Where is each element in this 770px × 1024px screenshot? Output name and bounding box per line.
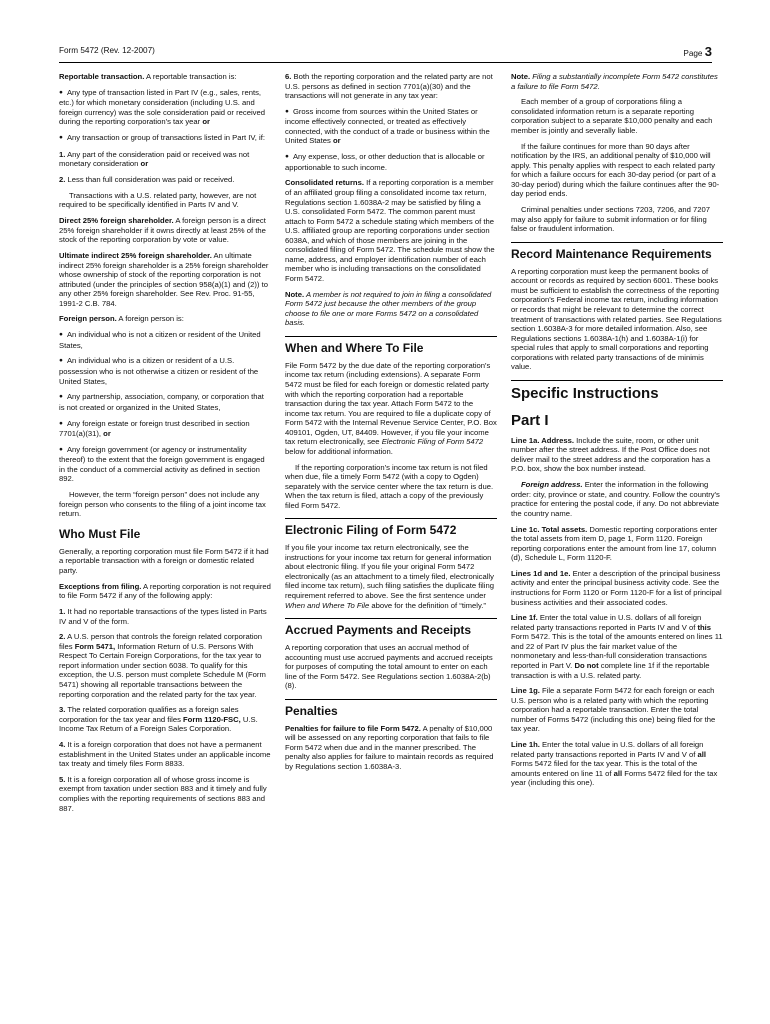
bold-lead: 2. — [59, 175, 66, 185]
text-run: If the reporting corporation's income tax return is not filed when due, file a timely Form 5472 (with a copy to Ogden) separately with the service center where the tax return is due. When the tax return is filed, attach a copy of the previously filed Form 5472. — [285, 462, 494, 510]
paragraph — [511, 686, 723, 734]
section-heading — [59, 527, 271, 541]
page-header — [59, 44, 712, 58]
bullet-item — [59, 419, 271, 439]
text-run: Any part of the consideration paid or received was not monetary consideration — [59, 149, 250, 169]
text-run: File a separate Form 5472 for each foreign or each U.S. person who is a related party with which the reporting corporation had a reportable transaction. Enter the total number of Forms 5472 (including this one) being filed for the tax year. — [511, 686, 716, 734]
bold-run: this — [697, 622, 712, 632]
text-run: Transactions with a U.S. related party, however, are not required to be specifically identified in Parts IV and V. — [59, 190, 257, 210]
text-run: Enter the total value in U.S. dollars of all foreign related party transactions reported in Parts IV and V of — [511, 740, 704, 759]
paragraph — [285, 543, 497, 610]
section-heading — [285, 699, 497, 718]
bold-lead: Note. — [511, 72, 531, 81]
text-run: A reporting corporation must keep the permanent books of account or records as required by section 6001. These books must be sufficient to establish the correctness of the reporting corporation's Federal income tax return, including information or records that might be relevant to determine the correct treatment of transactions with related parties. See Regulations section 1.6038A-3 for more detailed information. Also, see Regulations sections 1.6038A-1(h) and 1.6038A-1(i) for special rules that apply to small corporations and reporting corporations with related party transactions of de minimis value. — [511, 266, 722, 372]
text-run: An ultimate indirect 25% foreign shareholder is a 25% foreign shareholder whose ownership of stock of the reporting corporation is not attributed (under the principles of section 958(a)(1) and (2)) to any other 25% foreign shareholder. See Rev. Proc. 91-55, 1991-2 C.B. 784. — [59, 250, 269, 308]
bold-run: or — [202, 117, 210, 127]
bold-lead: 5. — [59, 774, 66, 784]
bullet-item — [59, 330, 271, 350]
bold-run: Form 1120-FSC, — [183, 714, 241, 724]
paragraph — [285, 290, 497, 328]
bold-lead: Line 1c. Total assets. — [511, 524, 588, 534]
text-run: A foreign person is: — [116, 314, 184, 324]
bold-lead: Foreign address. — [521, 480, 583, 490]
text-run: above for the definition of “timely.” — [369, 600, 486, 610]
bold-run: or — [103, 429, 111, 439]
bold-lead: Line 1h. — [511, 740, 540, 750]
text-run: A reportable transaction is: — [144, 72, 237, 81]
bold-lead: 4. — [59, 740, 66, 750]
text-run: A foreign person is a direct 25% foreign shareholder if it owns directly at least 25% of the stock of the reporting corporation by vote or value. — [59, 216, 266, 245]
text-run: File Form 5472 by the due date of the reporting corporation's income tax return (including extensions). A separate Form 5472 must be filed for each foreign or domestic related party with which the reporting corporation had a reportable transaction during the tax year. Attach Form 5472 to the income tax return. You are required to file a duplicate copy of Form 5472 with the Internal Revenue Service Center, P.O. Box 409101, Ogden, UT, 84409. However, if you file your income tax return electronically, see — [285, 360, 497, 447]
text-run: Any foreign government (or agency or instrumentality thereof) to the extent that the foreign government is engaged in the conduct of a commercial activity as defined in section 892. — [59, 444, 265, 484]
text-run: Less than full consideration was paid or received. — [65, 175, 235, 185]
paragraph — [59, 314, 271, 324]
bold-lead: 1. — [59, 149, 66, 159]
bullet-item — [285, 107, 497, 146]
text-run: Enter a description of the principal business activity and enter the principal business activity code. See the instructions for Form 1120 or Form 1120-F for a list of principal business activities and their associated codes. — [511, 568, 722, 607]
text-run: It is a foreign corporation all of whose gross income is exempt from taxation under section 883 and it timely and fully complies with the reporting requirements of sections 883 and 887. — [59, 774, 267, 813]
bold-lead: Line 1f. — [511, 613, 538, 623]
bold-run: Do not — [574, 661, 599, 671]
paragraph — [59, 582, 271, 601]
bold-lead: Lines 1d and 1e. — [511, 568, 571, 578]
paragraph — [59, 740, 271, 769]
section-heading — [285, 336, 497, 355]
bold-lead: Note. — [285, 289, 305, 299]
text-run: Any foreign estate or foreign trust described in section 7701(a)(31), — [59, 418, 250, 439]
paragraph — [511, 72, 723, 91]
bullet-item — [59, 88, 271, 127]
text-run: A penalty of $10,000 will be assessed on any reporting corporation that fails to file Form 5472 when due and in the manner prescribed. The penalty also applies for failure to maintain records as required by Regulations section 1.6038A-3. — [285, 723, 494, 772]
italic-run: Filing a substantially incomplete Form 5472 constitutes a failure to file Form 5472. — [511, 72, 718, 91]
text-run: Include the suite, room, or other unit number after the street address. If the Post Office does not deliver mail to the street address and the corporation has a P.O. box, show the box number instead. — [511, 435, 711, 474]
paragraph — [59, 775, 271, 813]
bold-lead: Direct 25% foreign shareholder. — [59, 216, 174, 226]
paragraph — [285, 72, 497, 101]
paragraph — [511, 740, 723, 788]
paragraph — [59, 705, 271, 734]
bold-lead: Ultimate indirect 25% foreign shareholder. — [59, 250, 212, 260]
text-run: Forms 5472 filed for the tax year. This is the total of the amounts entered on line 11 of — [511, 759, 698, 778]
form-id: Form 5472 (Rev. 12-2007) — [59, 46, 155, 55]
text-run: Any partnership, association, company, or corporation that is not created or organized in the United States, — [59, 392, 264, 412]
heading-text: Part I — [511, 411, 549, 429]
paragraph — [511, 205, 723, 234]
italic-run: Electronic Filing of Form 5472 — [381, 437, 484, 447]
bold-lead: 2. — [59, 632, 66, 642]
paragraph — [285, 724, 497, 772]
text-run: A reporting corporation is not required to file Form 5472 if any of the following apply: — [59, 581, 271, 601]
bold-lead: 1. — [59, 606, 66, 616]
bold-lead: Consolidated returns. — [285, 178, 364, 188]
text-run: The related corporation qualifies as a foreign sales corporation for the tax year and files — [59, 705, 239, 724]
text-run: Generally, a reporting corporation must file Form 5472 if it had a reportable transaction with a foreign or domestic related party. — [59, 546, 269, 575]
text-run: A reporting corporation that uses an accrual method of accounting must use accrued payments and accrued receipts for purposes of computing the total amount to enter on each line of the Form 5472. See Regulations section 1.6038A-2(b)(8). — [285, 643, 493, 691]
bold-lead: Reportable transaction. — [59, 72, 145, 81]
bold-run: or — [333, 136, 341, 146]
text-run: Any transaction or group of transactions listed in Part IV, if: — [66, 133, 265, 143]
paragraph — [285, 361, 497, 456]
paragraph — [285, 643, 497, 691]
paragraph — [511, 142, 723, 199]
paragraph — [511, 436, 723, 474]
bullet-item — [59, 445, 271, 484]
text-run: Forms 5472 filed for the tax year (including this one). — [511, 768, 718, 788]
text-run: Domestic reporting corporations enter the total assets from item D, page 1, Form 1120. Foreign reporting corporations enter the amount from line 17, column (d), Schedule L, Form 1120-F. — [511, 524, 718, 563]
text-run: However, the term “foreign person” does not include any foreign person who consents to the filing of a joint income tax return. — [59, 490, 266, 519]
text-run: Any type of transaction listed in Part IV (e.g., sales, rents, etc.) for which monetary consideration (including U.S. and foreign currency) was the sole consideration paid or received during the reporting corporation's tax year — [59, 87, 265, 127]
paragraph — [511, 267, 723, 372]
section-heading — [511, 242, 723, 261]
paragraph — [511, 97, 723, 135]
text-run: Enter the information in the following order: city, province or state, and country. Follow the country's practice for entering the postal code, if any. Do not abbreviate the country name. — [511, 480, 720, 518]
paragraph — [511, 569, 723, 607]
text-run: complete line 1f if the reportable transaction is with a U.S. related party. — [511, 661, 710, 680]
column-3 — [511, 72, 723, 794]
paragraph — [59, 632, 271, 699]
bullet-item — [285, 152, 497, 172]
bold-run: all — [697, 749, 706, 759]
text-run: Enter the total value in U.S. dollars of all foreign related party transactions reported in Parts IV and V of — [511, 613, 702, 632]
heading-text: Record Maintenance Requirements — [511, 246, 712, 261]
bullet-item — [59, 133, 271, 144]
bold-run: all — [613, 768, 623, 778]
text-run: A U.S. person that controls the foreign related corporation files — [59, 632, 263, 651]
text-run: If the failure continues for more than 90 days after notification by the IRS, an additional penalty of $10,000 will apply. This penalty applies with respect to each related party for which a failure occurs for each 30-day period (or part of a 30-day period) during which the failure continues after the 90-day period ends. — [511, 141, 720, 199]
paragraph — [285, 463, 497, 511]
bold-lead: 3. — [59, 705, 66, 715]
paragraph — [59, 216, 271, 245]
text-run: Both the reporting corporation and the related party are not U.S. persons as defined in section 7701(a)(30) and the transactions will not generate in any tax year: — [285, 72, 493, 101]
paragraph — [59, 251, 271, 308]
text-run: U.S. Income Tax Return of a Foreign Sales Corporation. — [59, 714, 258, 734]
bold-lead: Line 1a. Address. — [511, 435, 574, 445]
text-run: An individual who is not a citizen or resident of the United States, — [59, 330, 261, 350]
text-run: An individual who is a citizen or resident of a U.S. possession who is not otherwise a citizen or resident of the United States, — [59, 356, 259, 386]
section-heading — [285, 618, 497, 637]
text-run: Any expense, loss, or other deduction that is allocable or apportionable to such income. — [285, 152, 485, 172]
section-heading — [285, 518, 497, 537]
italic-run: When and Where To File — [285, 600, 370, 610]
paragraph — [59, 72, 271, 82]
text-run: Each member of a group of corporations filing a consolidated information return is a separate reporting corporation subject to a separate $10,000 penalty and each member is jointly and severally liable. — [511, 97, 713, 135]
heading-text: Accrued Payments and Receipts — [285, 623, 472, 638]
paragraph — [285, 178, 497, 283]
bold-lead: Penalties for failure to file Form 5472. — [285, 723, 421, 733]
heading-text: Electronic Filing of Form 5472 — [285, 523, 457, 538]
text-run: Information Return of U.S. Persons With Respect To Certain Foreign Corporations, for the tax year to report information under section 6038. To qualify for this exception, the U.S. person must complete Schedule M (Form 5471) showing all reportable transactions between the reporting corporation and the related party for the tax year. — [59, 641, 266, 699]
bold-lead: Line 1g. — [511, 686, 540, 696]
bold-lead: Exceptions from filing. — [59, 581, 142, 591]
text-run: If you file your income tax return electronically, see the instructions for your income tax return for general information about electronic filing. If you file your original Form 5472 electronically (as an attachment to a timely filed, electronically filed income tax return), such filing satisfies the duplicate filing requirement referred to above. See the first sentence under — [285, 543, 494, 600]
paragraph — [59, 607, 271, 626]
paragraph — [59, 191, 271, 210]
heading-text: Specific Instructions — [511, 384, 659, 402]
bold-lead: Foreign person. — [59, 314, 117, 324]
text-run: If a reporting corporation is a member of an affiliated group filing a consolidated income tax return, Regulations section 1.6038A-2 may be satisfied by filing a U.S. consolidated Form 5472. The common parent must attach to Form 5472 a schedule stating which members of the U.S. affiliated group are reporting corporations under section 6038A, and which of those members are joining in the consolidated filing of Form 5472. The schedule must show the name, address, and employer identification number of each member who is including transactions on the consolidated Form 5472. — [285, 178, 495, 283]
paragraph — [59, 175, 271, 185]
heading-text: Who Must File — [59, 526, 141, 541]
paragraph — [59, 490, 271, 519]
column-2 — [285, 72, 497, 778]
text-run: Gross income from sources within the United States or income effectively connected, or treated as effectively connected, with the conduct of a trade or business within the United States — [285, 106, 490, 146]
bold-lead: 6. — [285, 72, 292, 81]
paragraph — [59, 150, 271, 169]
bullet-item — [59, 356, 271, 386]
heading-text: Penalties — [285, 703, 338, 718]
major-heading — [511, 412, 723, 430]
text-run: Form 5472. This is the total of the amounts entered on lines 11 and 22 of Part IV plus the fair market value of the nonmonetary and less-than-full consideration transactions reported in Part V. — [511, 632, 723, 671]
paragraph — [59, 547, 271, 576]
paragraph — [511, 525, 723, 563]
header-rule — [59, 62, 712, 63]
bullet-item — [59, 392, 271, 412]
text-run: below for additional information. — [285, 446, 393, 456]
bold-run: or — [140, 159, 149, 169]
paragraph — [511, 480, 723, 518]
column-1 — [59, 72, 271, 819]
major-heading — [511, 380, 723, 403]
heading-text: When and Where To File — [285, 340, 424, 355]
italic-run: A member is not required to join in filing a consolidated Form 5472 just because the other members of the group choose to file one or more Forms 5472 on a consolidated basis. — [285, 289, 492, 328]
text-run: It had no reportable transactions of the types listed in Parts IV and V of the form. — [59, 606, 267, 626]
bold-run: Form 5471, — [74, 641, 116, 651]
text-run: Criminal penalties under sections 7203, 7206, and 7207 may also apply for failure to submit information or for filing false or fraudulent information. — [511, 205, 711, 234]
text-run: It is a foreign corporation that does not have a permanent establishment in the United States under an applicable income tax treaty and timely files Form 8833. — [59, 740, 271, 769]
paragraph — [511, 613, 723, 680]
page-number: Page 3 — [683, 44, 712, 59]
